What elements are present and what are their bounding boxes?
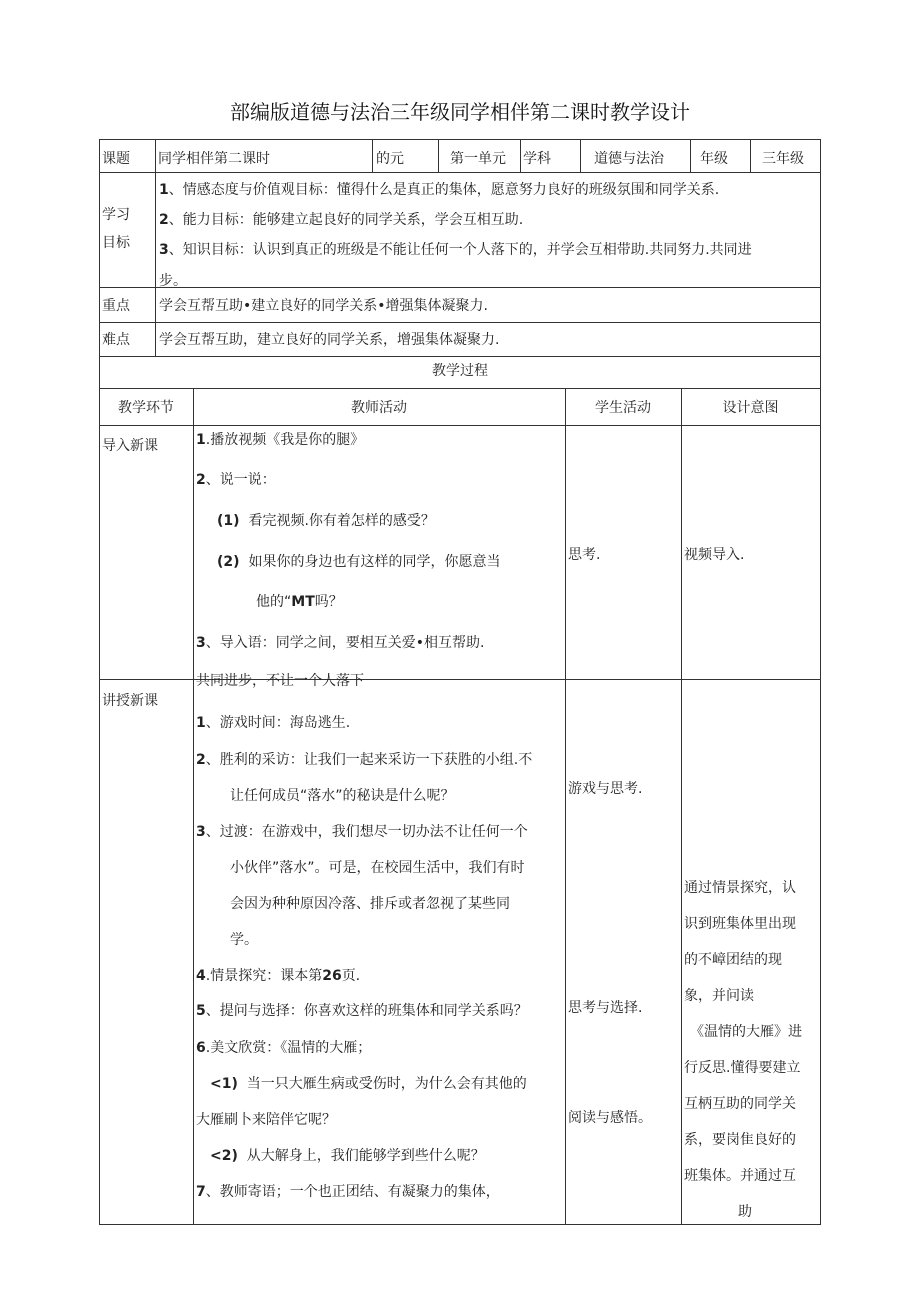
activity-line: 7、教师寄语；一个也正团结、有凝聚力的集体， [196,1184,500,1200]
student-activity: 思考. [568,547,601,563]
design-intent-line: 班集体。并通过互 [684,1168,796,1184]
objectives-label-line2: 目标 [102,235,130,251]
activity-line: 让任何成员“落水”的秘诀是什么呢？ [230,788,455,804]
column-header-stage: 教学环节 [118,400,174,416]
activity-line: 3、导入语：同学之间，要相互关爱•相互帮助. [196,635,485,651]
key-point-label: 重点 [102,298,130,314]
column-header-design: 设计意图 [722,400,779,416]
design-intent-line: 识到班集体里出现 [684,916,796,932]
activity-line: 1.播放视频《我是你的腿》 [196,432,365,448]
objective-line [159,210,523,230]
design-intent-line: 助 [738,1204,752,1220]
objective-number: 3 [159,242,169,258]
objective-number: 2 [159,212,169,228]
activity-line: 3、过渡：在游戏中，我们想尽一切办法不让任何一个 [196,824,528,840]
subject-label: 学科 [523,151,551,167]
design-intent-line: 象，并问读 [684,988,754,1004]
activity-line: 5、提问与选择：你喜欢这样的班集体和同学关系吗？ [196,1003,528,1019]
topic-value: 同学相伴第二课时 [158,151,270,167]
topic-label: 课题 [102,151,130,167]
unit-value: 第一单元 [450,151,506,167]
activity-line: 他的“MT吗？ [256,594,343,610]
design-intent-line: 通过情景探究，认 [684,880,796,896]
activity-line: 会因为种种原因冷落、排斥或者忽视了某些同 [230,896,510,912]
grade-label: 年级 [700,151,728,167]
design-intent-line: 行反思.懂得要建立 [684,1060,801,1076]
student-activity: 阅读与感悟。 [568,1110,652,1126]
activity-line: 共同进步，不让一个人落下 [196,673,364,689]
column-header-student: 学生活动 [595,400,651,416]
subject-value: 道德与法治 [594,151,664,167]
objective-text: 步。 [159,273,187,289]
objective-line [159,240,752,260]
design-intent-line: 系，要岗隹良好的 [684,1132,796,1148]
objective-line [159,180,719,200]
design-intent-line: 《温情的大雁》进 [690,1024,802,1040]
activity-line: 6.美文欣赏：《温情的大雁； [196,1040,372,1056]
activity-line: 学。 [230,932,258,948]
unit-label: 的元 [376,151,404,167]
column-header-teacher: 教师活动 [351,400,407,416]
activity-line: <2) 从大解身上，我们能够学到些什么呢？ [210,1148,485,1164]
objective-text: 、知识目标：认识到真正的班级是不能让任何一个人落下的，并学会互相带助.共同努力.共同进 [168,242,752,258]
stage-label: 导入新课 [102,438,158,454]
document-title: 部编版道德与法治三年级同学相伴第二课时教学设计 [230,100,690,124]
activity-line: (2) 如果你的身边也有这样的同学，你愿意当 [217,554,501,570]
design-intent-line: 互柄互助的同学关 [684,1096,796,1112]
activity-line: 4.情景探究：课本第26页. [196,968,361,984]
difficulty-text: 学会互帮互助，建立良好的同学关系，增强集体凝聚力. [159,332,500,348]
student-activity: 游戏与思考. [568,781,643,797]
objective-number: 1 [159,182,169,198]
objectives-label-line1: 学习 [102,207,130,223]
objective-text: 、情感态度与价值观目标：懂得什么是真正的集体，愿意努力良好的班级氛围和同学关系. [168,182,720,198]
difficulty-label: 难点 [102,332,130,348]
activity-line: <1) 当一只大雁生病或受伤时，为什么会有其他的 [210,1076,527,1092]
student-activity: 思考与选择. [568,1000,643,1016]
activity-line: 2、胜利的采访：让我们一起来采访一下获胜的小组.不 [196,752,533,768]
objective-line [159,271,187,287]
activity-line: (1) 看完视频.你有着怎样的感受？ [217,513,435,529]
objective-text: 、能力目标：能够建立起良好的同学关系，学会互相互助. [168,212,524,228]
activity-line: 小伙伴”落水”。可是，在校园生活中，我们有时 [230,860,525,876]
activity-line: 大雁刷卜来陪伴它呢？ [196,1112,336,1128]
design-intent-line: 的不嶂团结的现 [684,952,782,968]
process-title: 教学过程 [432,363,488,379]
activity-line: 2、说一说： [196,472,276,488]
stage-label: 讲授新课 [102,693,158,709]
activity-line: 1、游戏时间：海岛逃生. [196,715,351,731]
key-point-text: 学会互帮互助•建立良好的同学关系•增强集体凝聚力. [159,298,488,314]
grade-value: 三年级 [762,151,804,167]
design-intent: 视频导入. [684,547,745,563]
